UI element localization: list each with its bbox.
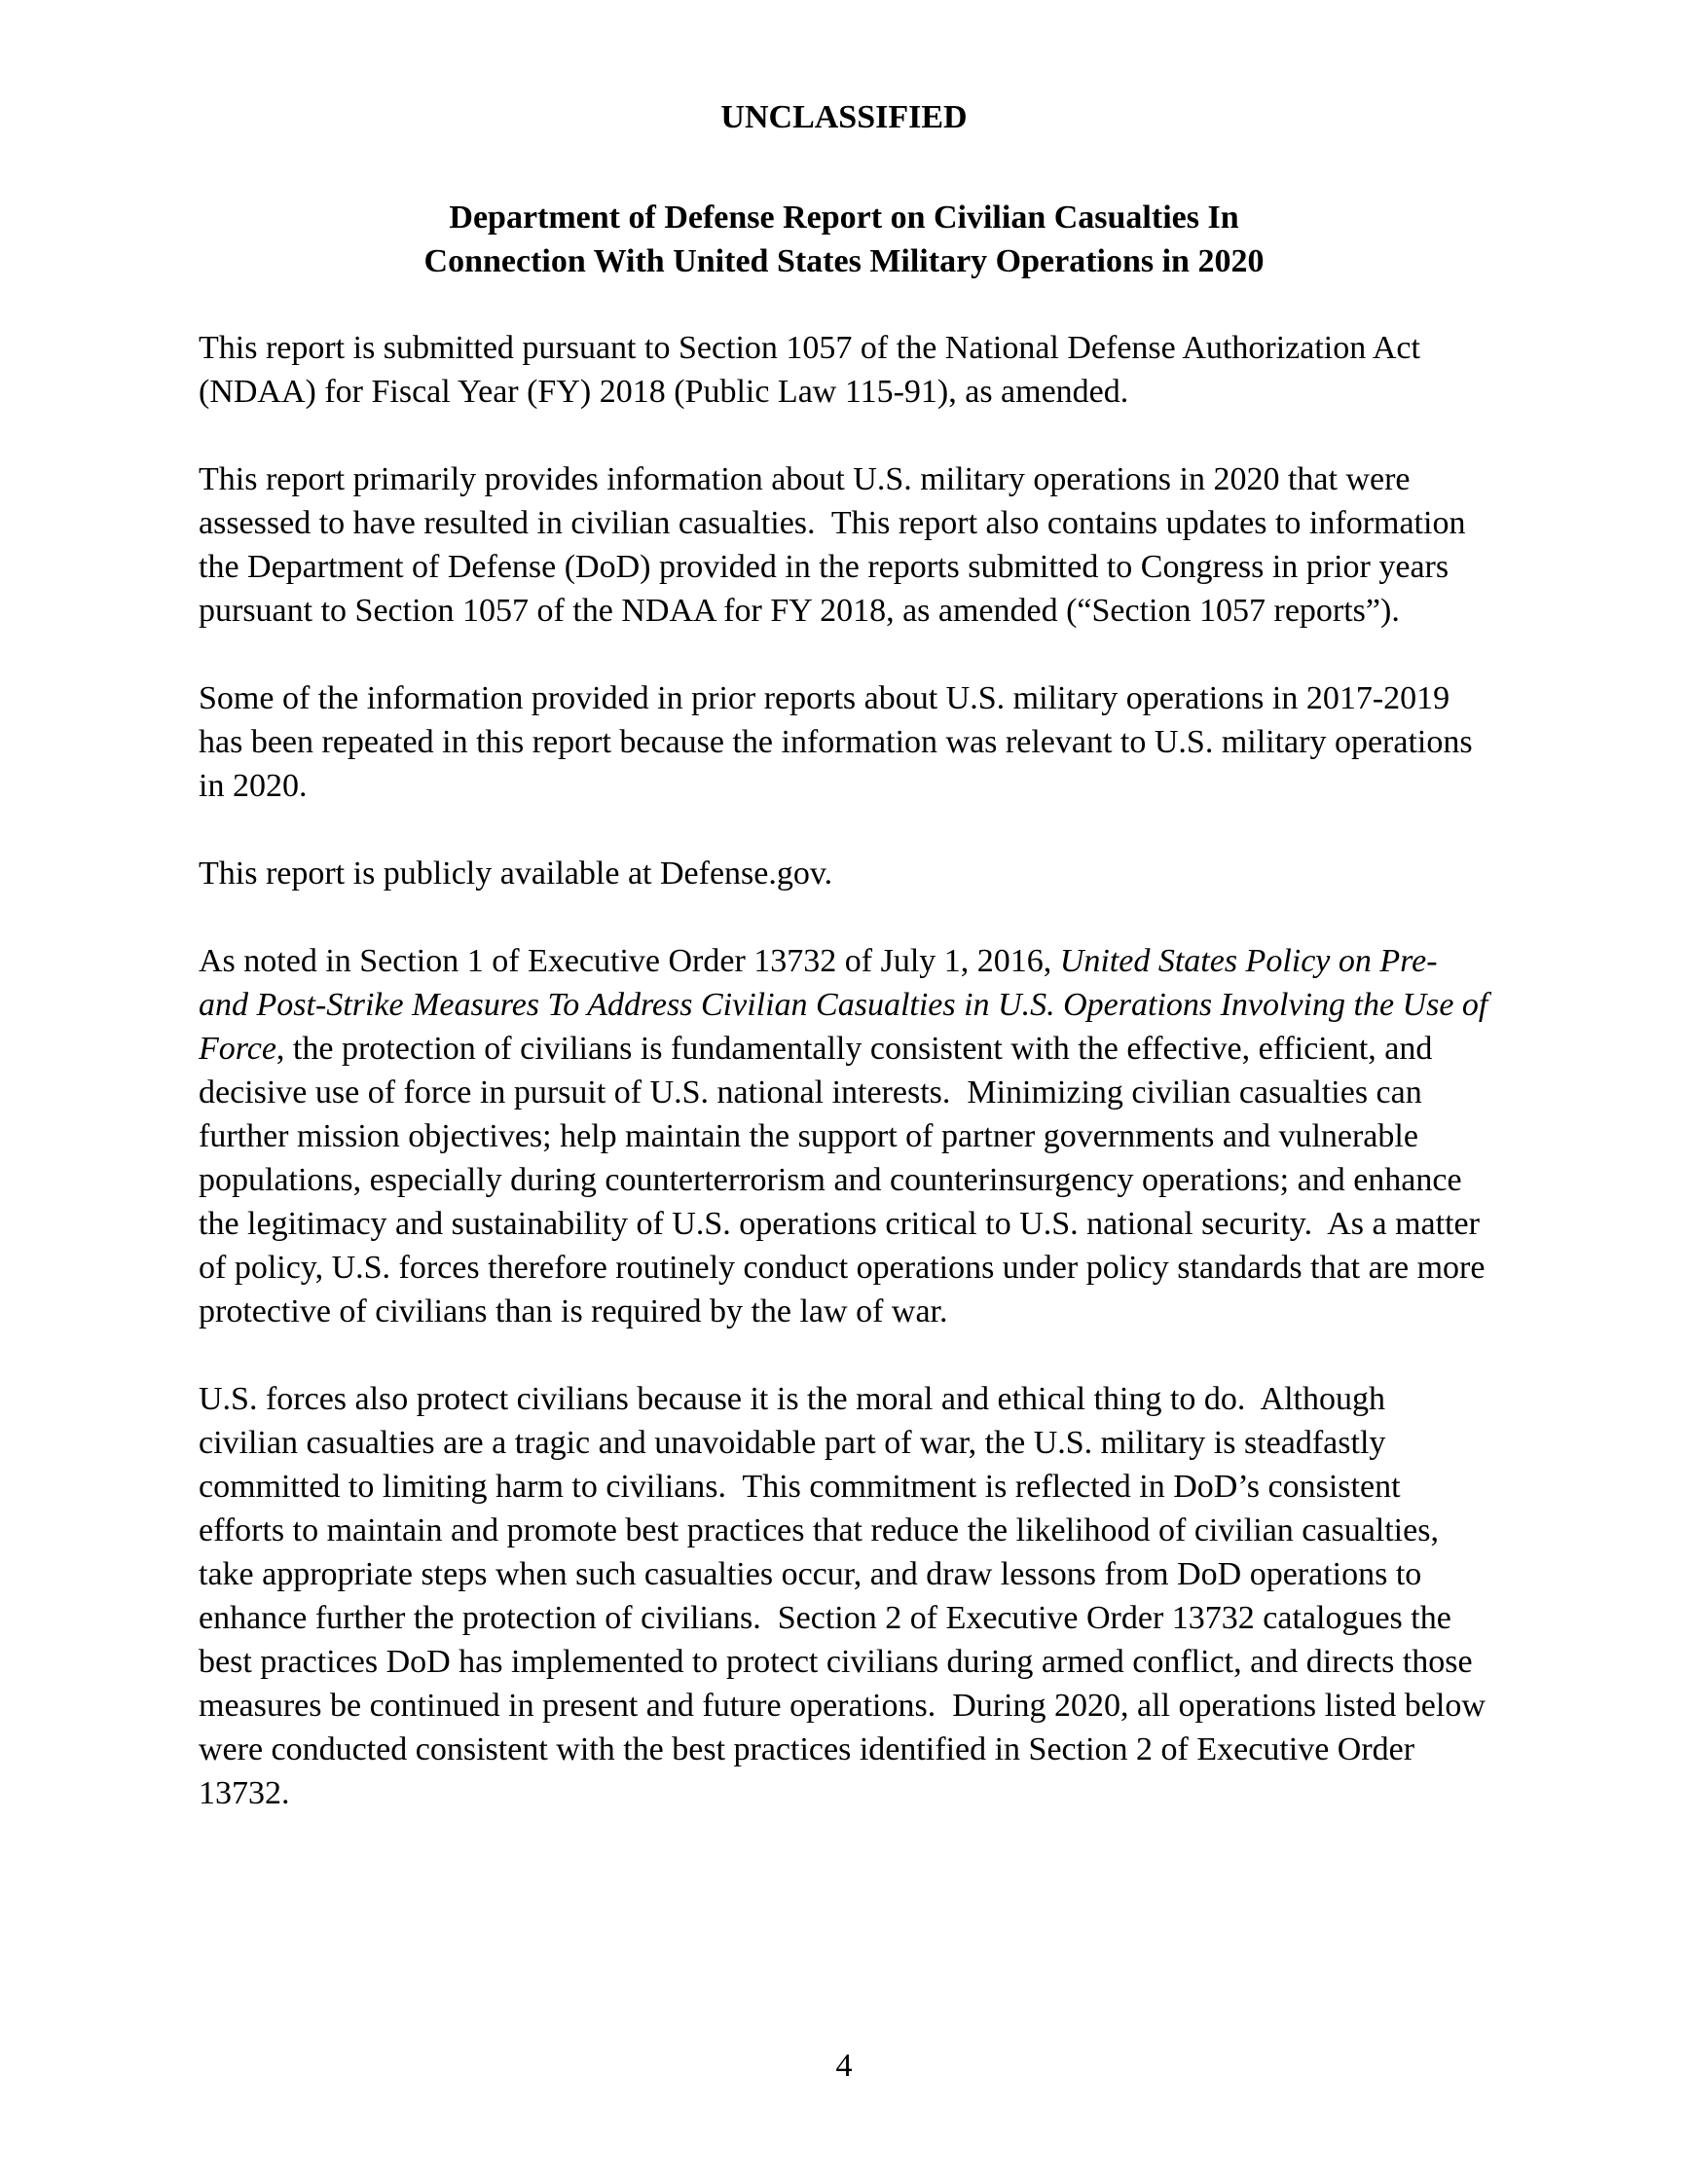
text-run: This report primarily provides information about U.S. military operations in 2020 that were assessed to have resulted in civilian casualties. This report also contains updates to information the Department of Defense (DoD) provided in the reports submitted to Congress in prior years pursuant to Section 1057 of the NDAA for FY 2018, as amended (“Section 1057 reports”). bbox=[199, 461, 1466, 629]
report-title-line-1: Department of Defense Report on Civilian Casualties In bbox=[449, 200, 1239, 236]
paragraph bbox=[199, 852, 1489, 895]
text-run: U.S. forces also protect civilians because it is the moral and ethical thing to do. Although civilian casualties are a tragic and unavoidable part of war, the U.S. military is steadfastly committed to limiting harm to civilians. This commitment is reflected in DoD’s consistent efforts to maintain and promote best practices that reduce the likelihood of civilian casualties, take appropriate steps when such casualties occur, and draw lessons from DoD operations to enhance further the protection of civilians. Section 2 of Executive Order 13732 catalogues the best practices DoD has implemented to protect civilians during armed conflict, and directs those measures be continued in present and future operations. During 2020, all operations listed below were conducted consistent with the best practices identified in Section 2 of Executive Order 13732. bbox=[199, 1381, 1486, 1811]
report-title bbox=[0, 196, 1688, 283]
paragraph bbox=[199, 676, 1489, 808]
text-run: Some of the information provided in prior reports about U.S. military operations in 2017-2019 has been repeated in this report because the information was relevant to U.S. military operations in 2020. bbox=[199, 680, 1473, 804]
report-body bbox=[199, 326, 1489, 1815]
page-number: 4 bbox=[835, 2048, 853, 2084]
italic-text-run: United States Policy on Pre- and Post-Strike Measures To Address Civilian Casualties in U.S. Operations Involving the Use of Force bbox=[199, 943, 1488, 1067]
paragraph bbox=[199, 457, 1489, 633]
text-run: , the protection of civilians is fundamentally consistent with the effective, efficient, and decisive use of force in pursuit of U.S. national interests. Minimizing civilian casualties can further mission objectives; help maintain the support of partner governments and vulnerable populations, especially during counterterrorism and counterinsurgency operations; and enhance the legitimacy and sustainability of U.S. operations critical to U.S. national security. As a matter of policy, U.S. forces therefore routinely conduct operations under policy standards that are more protective of civilians than is required by the law of war. bbox=[199, 1031, 1486, 1329]
text-run: This report is publicly available at Defense.gov. bbox=[199, 855, 833, 892]
classification-header: UNCLASSIFIED bbox=[720, 99, 968, 135]
paragraph bbox=[199, 326, 1489, 414]
text-run: This report is submitted pursuant to Section 1057 of the National Defense Authorization Act (NDAA) for Fiscal Year (FY) 2018 (Public Law 115-91), as amended. bbox=[199, 330, 1420, 410]
report-title-line-2: Connection With United States Military Operations in 2020 bbox=[423, 243, 1265, 279]
text-run: As noted in Section 1 of Executive Order 13732 of July 1, 2016, bbox=[199, 943, 1060, 979]
paragraph bbox=[199, 939, 1489, 1333]
paragraph bbox=[199, 1377, 1489, 1815]
